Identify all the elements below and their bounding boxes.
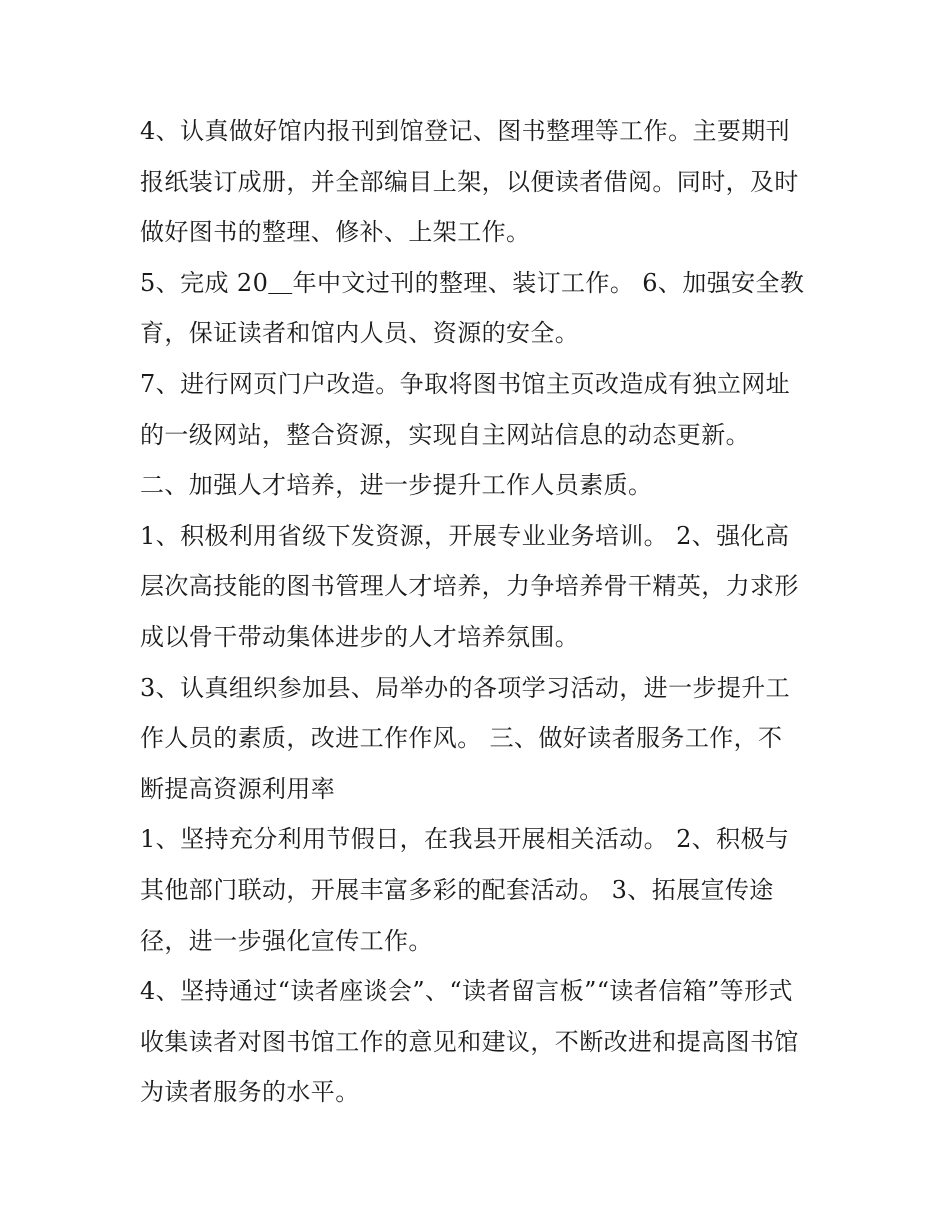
text-line: 的一级网站，整合资源，实现自主网站信息的动态更新。 bbox=[140, 420, 750, 449]
text-line: 1、积极利用省级下发资源，开展专业业务培训。 2、强化高 bbox=[140, 521, 790, 550]
text-line: 其他部门联动，开展丰富多彩的配套活动。 3、拓展宣传途 bbox=[140, 875, 774, 904]
text-line: 断提高资源利用率 bbox=[140, 774, 336, 803]
paragraph-item-3-learning-activities bbox=[140, 663, 820, 815]
text-line: 收集读者对图书馆工作的意见和建议，不断改进和提高图书馆 bbox=[140, 1027, 799, 1056]
paragraph-item-4-reader-feedback bbox=[140, 966, 820, 1118]
text-line: 为读者服务的水平。 bbox=[140, 1078, 360, 1107]
paragraph-item-1-2-training bbox=[140, 511, 820, 663]
text-line: 4、认真做好馆内报刊到馆登记、图书整理等工作。主要期刊 bbox=[140, 117, 791, 145]
paragraph-items-1-2-3-reader-activities bbox=[140, 814, 820, 966]
section-heading: 二、加强人才培养，进一步提升工作人员素质。 bbox=[140, 471, 653, 500]
text-line: 作人员的素质，改进工作作风。 三、做好读者服务工作，不 bbox=[140, 724, 783, 753]
text-line: 层次高技能的图书管理人才培养，力争培养骨干精英，力求形 bbox=[140, 572, 799, 601]
text-line: 4、坚持通过“读者座谈会”、“读者留言板”“读者信箱”等形式 bbox=[140, 977, 793, 1006]
text-line: 做好图书的整理、修补、上架工作。 bbox=[140, 218, 531, 247]
text-line: 育，保证读者和馆内人员、资源的安全。 bbox=[140, 319, 580, 348]
text-line: 报纸装订成册，并全部编目上架，以便读者借阅。同时，及时 bbox=[140, 167, 799, 196]
section-heading-talent-training bbox=[140, 460, 820, 511]
document-body bbox=[140, 106, 820, 1118]
paragraph-item-7-web-portal bbox=[140, 359, 820, 460]
paragraph-item-4-periodicals bbox=[140, 106, 820, 258]
text-line: 径，进一步强化宣传工作。 bbox=[140, 926, 433, 955]
text-line: 1、坚持充分利用节假日，在我县开展相关活动。 2、积极与 bbox=[140, 825, 790, 854]
text-line: 5、完成 20＿年中文过刊的整理、装订工作。 6、加强安全教 bbox=[140, 268, 805, 297]
text-line: 7、进行网页门户改造。争取将图书馆主页改造成有独立网址 bbox=[140, 369, 791, 398]
paragraph-item-5-6-back-issues-safety bbox=[140, 258, 820, 359]
text-line: 3、认真组织参加县、局举办的各项学习活动，进一步提升工 bbox=[140, 673, 791, 702]
text-line: 成以骨干带动集体进步的人才培养氛围。 bbox=[140, 622, 580, 651]
